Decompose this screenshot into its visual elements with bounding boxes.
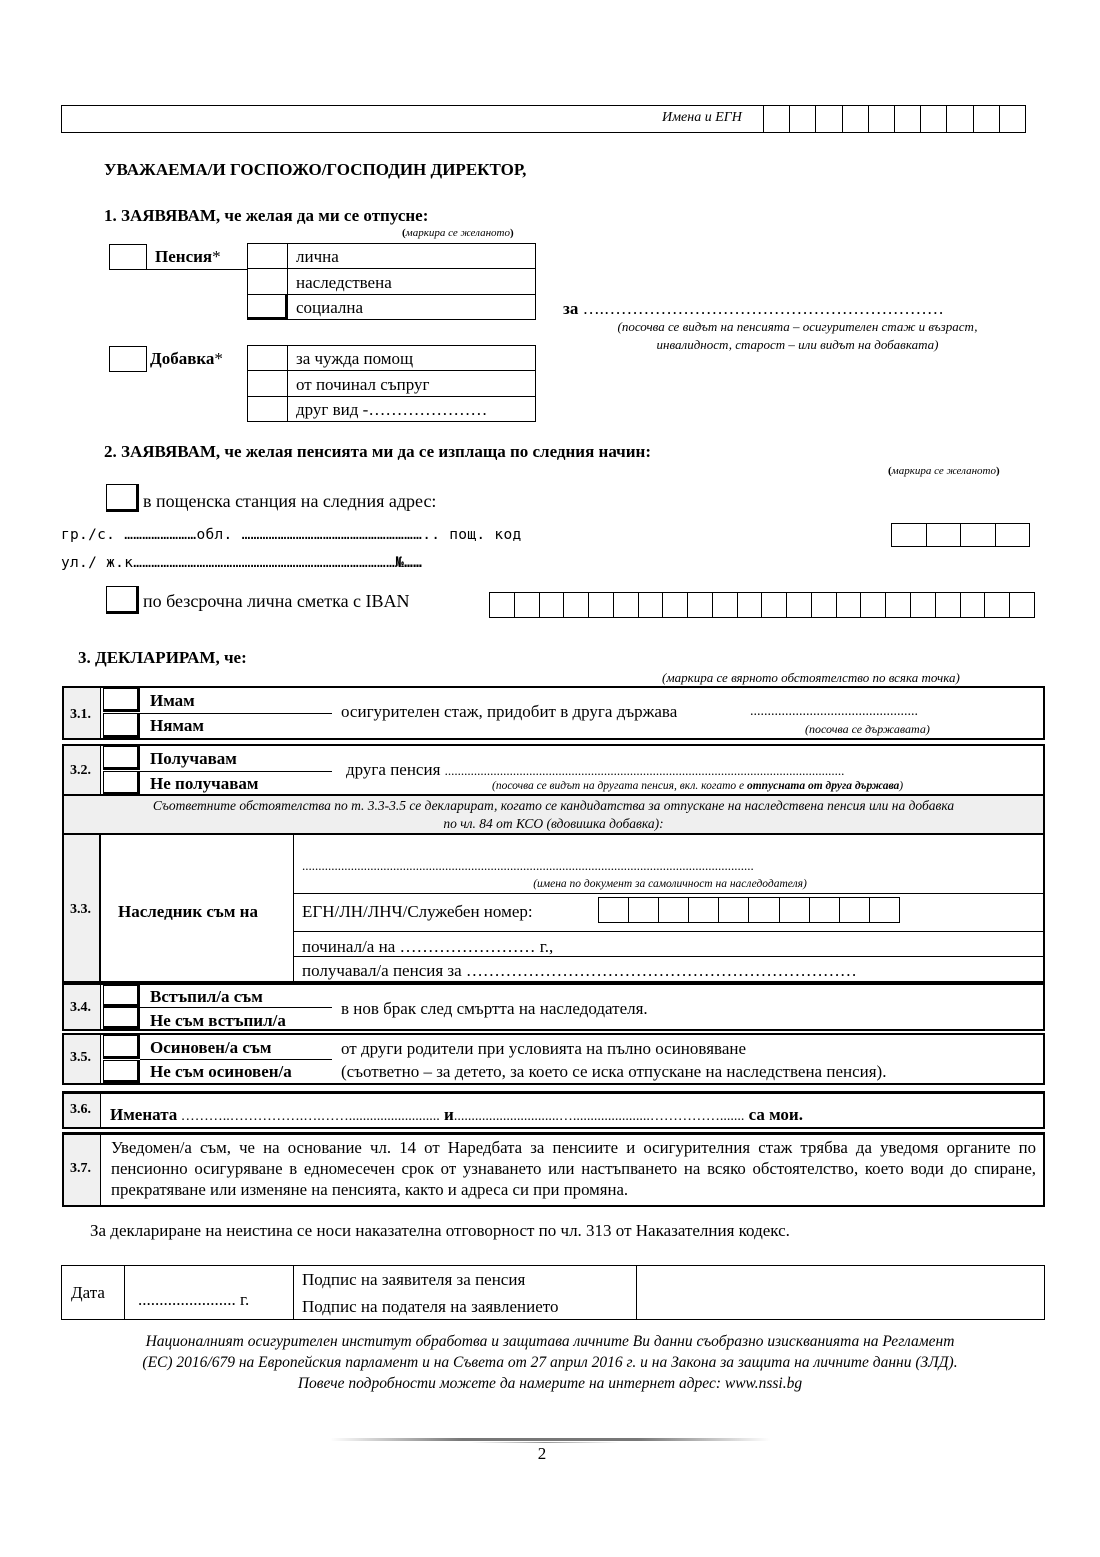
pension-social-checkbox[interactable] — [247, 294, 288, 320]
divider — [294, 893, 1043, 894]
divider — [140, 771, 332, 772]
supplement-checkbox[interactable] — [109, 346, 147, 372]
remarried-label: Встъпил/а съм — [150, 987, 263, 1006]
divider — [287, 396, 536, 397]
post-office-option: в пощенска станция на следния адрес: — [143, 491, 437, 511]
pension-type-personal: лична — [296, 247, 339, 266]
gdpr-line-1: Националният осигурителен институт обработва и защитава личните Ви данни съобразно изискванията на Регламент — [145, 1333, 955, 1350]
testator-egn-label: ЕГН/ЛН/ЛНЧ/Служебен номер: — [302, 902, 533, 921]
testator-pension-line: получавал/а пенсия за …………………………………………………………… — [302, 961, 857, 980]
no-other-pension-label: Не получавам — [150, 774, 259, 793]
adopted-text-1: от други родители при условията на пълно осиновяване — [341, 1039, 747, 1058]
remarried-text: в нов брак след смъртта на наследодателя. — [341, 999, 648, 1018]
testator-egn-cells[interactable] — [598, 897, 900, 923]
za-note-2: инвалидност, старост – или видът на добавката) — [656, 337, 939, 352]
s3-mark-note: (маркира се вярното обстоятелство по всяка точка) — [662, 670, 960, 685]
row-3-2-number: 3.2. — [70, 763, 91, 778]
pension-checkbox[interactable] — [109, 244, 147, 270]
pension-survivor-checkbox[interactable] — [247, 268, 288, 295]
submitter-signature-label: Подпис на подателя на заявлението — [302, 1297, 559, 1316]
divider — [287, 294, 536, 295]
pension-label: Пенсия* — [155, 247, 221, 266]
applicant-signature-label: Подпис на заявителя за пенсия — [302, 1270, 526, 1289]
divider — [293, 835, 294, 981]
names-egn-label: Имена и ЕГН — [662, 110, 742, 125]
divider — [287, 268, 536, 269]
address-city-line: гр./с. ……………………обл. …………………………………………………….. пощ. код — [61, 527, 522, 543]
divider — [293, 1265, 294, 1320]
za-line: за ….…………………………………………………… — [563, 299, 944, 318]
no-other-pension-checkbox[interactable] — [103, 771, 140, 795]
testator-died-line: починал/а на …………………… г., — [302, 937, 554, 956]
adopted-label: Осиновен/а съм — [150, 1038, 272, 1057]
page-number-rule-2 — [470, 1442, 620, 1443]
not-adopted-checkbox[interactable] — [103, 1060, 140, 1083]
supplement-spouse-checkbox[interactable] — [247, 370, 288, 397]
signature-field[interactable] — [637, 1266, 1044, 1319]
divider — [140, 713, 332, 714]
divider — [294, 956, 1043, 957]
remarried-checkbox[interactable] — [103, 985, 140, 1007]
has-foreign-service-label: Имам — [150, 691, 195, 710]
divider — [124, 1265, 125, 1320]
date-label: Дата — [71, 1283, 105, 1302]
divider — [287, 370, 536, 371]
divider — [140, 1007, 332, 1008]
pension-personal-checkbox[interactable] — [247, 243, 288, 269]
date-value[interactable]: ....................... г. — [138, 1290, 250, 1309]
row-3-1-number: 3.1. — [70, 707, 91, 722]
pension-type-survivor: наследствена — [296, 273, 392, 292]
postal-code-cells[interactable] — [891, 523, 1030, 547]
has-foreign-service-checkbox[interactable] — [103, 688, 140, 712]
no-foreign-service-label: Нямам — [150, 716, 204, 735]
page-number-rule — [330, 1438, 770, 1441]
notification-text: Уведомен/а съм, че на основание чл. 14 от Наредбата за пенсиите и осигурителния стаж трябва да уведомя органите по пенсионно осигуряване в едномесечен срок от узнаването или настъпването на всяко обстоятелство, което води до спиране, прекратяване или изменяне на пенсията, както и адреса си при промяна. — [111, 1138, 1036, 1199]
address-street-line: ул./ ж.к……………………………………………………………………………№…… — [61, 555, 423, 571]
divider — [294, 931, 1043, 932]
s1-mark-note: (маркира се желаното) — [402, 227, 514, 239]
foreign-service-dots: ................................................ — [750, 704, 918, 719]
row-3-7-number: 3.7. — [70, 1161, 91, 1176]
other-pension-note: (посочва се видът на другата пенсия, вкл. когато е отпусната от друга държава) — [492, 780, 904, 792]
names-declaration: Имената ………..…………….….…….......................... и..............................…......................……………....... са мои. — [110, 1105, 803, 1124]
row-3-4-number: 3.4. — [70, 1000, 91, 1015]
receives-pension-checkbox[interactable] — [103, 746, 140, 770]
supplement-care-checkbox[interactable] — [247, 345, 288, 371]
s2-mark-note: (маркира се желаното) — [888, 465, 1000, 477]
s1-title: 1. ЗАЯВЯВАМ, че желая да ми се отпусне: — [104, 206, 429, 225]
not-adopted-label: Не съм осиновен/а — [150, 1062, 292, 1081]
testator-name-note: (имена по документ за самоличност на наследодателя) — [533, 878, 807, 890]
adopted-checkbox[interactable] — [103, 1035, 140, 1059]
supplement-other-checkbox[interactable] — [247, 396, 288, 422]
s3-title: 3. ДЕКЛАРИРАМ, че: — [78, 648, 247, 667]
other-pension-line: друга пенсия ........................................................................................................................... — [346, 760, 845, 779]
not-remarried-label: Не съм встъпил/а — [150, 1011, 286, 1030]
divider — [140, 1059, 332, 1060]
page-number: 2 — [537, 1444, 547, 1463]
s2-title: 2. ЗАЯВЯВАМ, че желая пенсията ми да се изплаща по следния начин: — [104, 442, 652, 461]
post-office-checkbox[interactable] — [106, 484, 139, 512]
notice-line-2: по чл. 84 от КСО (вдовишка добавка): — [443, 816, 664, 831]
no-foreign-service-checkbox[interactable] — [103, 713, 140, 738]
row-3-3-number: 3.3. — [70, 902, 91, 917]
foreign-service-note: (посочва се държавата) — [805, 722, 930, 736]
adopted-text-2: (съответно – за детето, за което се иска отпускане на наследствена пенсия). — [341, 1062, 887, 1081]
iban-checkbox[interactable] — [106, 586, 139, 614]
pension-underline — [147, 269, 247, 270]
iban-option: по безсрочна лична сметка с IBAN — [143, 591, 410, 611]
notice-line-1: Съответните обстоятелства по т. 3.3-3.5 се декларират, когато се кандидатства за отпускане на наследствена пенсия или на добавка — [152, 798, 955, 813]
gdpr-line-3: Повече подробности можете да намерите на интернет адрес: www.nssi.bg — [297, 1375, 803, 1392]
testator-name-dots: ........................................................................................................................................... — [302, 858, 754, 873]
pension-type-social: социална — [296, 298, 364, 317]
gdpr-line-2: (ЕС) 2016/679 на Европейския парламент и на Съвета от 27 април 2016 г. и на Закона за защита на личните данни (ЗЛД). — [142, 1354, 958, 1371]
row-3-5-number: 3.5. — [70, 1050, 91, 1065]
supplement-type-other: друг вид -………………… — [296, 400, 488, 419]
greeting: УВАЖАЕМА/И ГОСПОЖО/ГОСПОДИН ДИРЕКТОР, — [104, 160, 527, 179]
heir-label: Наследник съм на — [118, 902, 258, 921]
supplement-type-spouse: от починал съпруг — [296, 375, 430, 394]
receives-pension-label: Получавам — [150, 749, 237, 768]
supplement-type-care: за чужда помощ — [296, 349, 414, 368]
foreign-service-text: осигурителен стаж, придобит в друга държава — [341, 702, 678, 721]
supplement-label: Добавка* — [150, 349, 223, 368]
not-remarried-checkbox[interactable] — [103, 1007, 140, 1029]
za-note-1: (посочва се видът на пенсията – осигурителен стаж и възраст, — [617, 319, 978, 334]
row-3-6-number: 3.6. — [70, 1102, 91, 1117]
iban-cells[interactable] — [489, 592, 1035, 618]
liability-text: За деклариране на неистина се носи наказателна отговорност по чл. 313 от Наказателния кодекс. — [90, 1221, 790, 1240]
egn-cells[interactable] — [763, 105, 1026, 133]
